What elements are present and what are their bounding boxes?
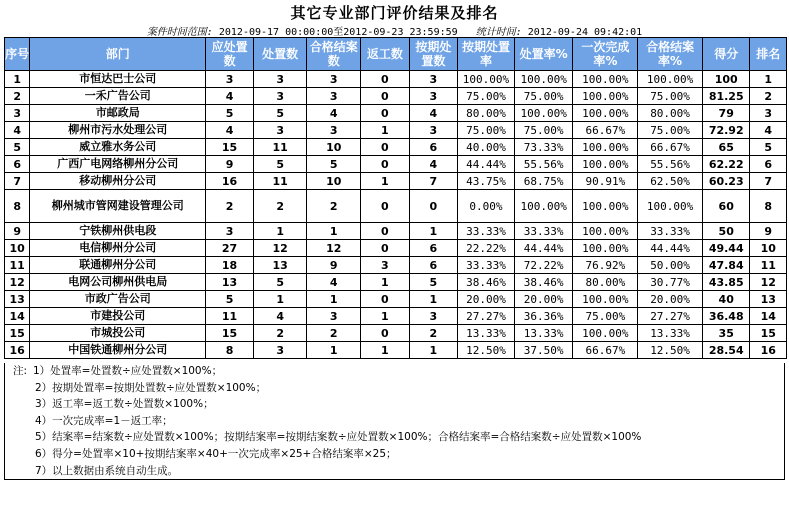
cell-due: 4 (206, 88, 254, 105)
cell-qualified: 2 (307, 190, 361, 223)
table-row (5, 88, 787, 105)
notes-prefix: 注: (13, 365, 28, 377)
stat-time-value: 2012-09-24 09:42:01 (527, 27, 643, 38)
header-handle-rate: 处置率% (514, 38, 573, 71)
cell-rank: 9 (750, 223, 787, 240)
cell-dept: 宁铁柳州供电段 (30, 223, 206, 240)
cell-rework: 1 (361, 308, 410, 325)
cell-handle-rate: 38.46% (514, 274, 573, 291)
cell-due: 2 (206, 190, 254, 223)
table-header-row (5, 38, 787, 71)
table-row (5, 190, 787, 223)
cell-handled: 3 (253, 71, 307, 88)
cell-score: 28.54 (702, 342, 750, 359)
cell-qual-rate: 12.50% (638, 342, 703, 359)
cell-due: 16 (206, 173, 254, 190)
cell-qual-rate: 62.50% (638, 173, 703, 190)
table-row (5, 156, 787, 173)
cell-handled: 2 (253, 325, 307, 342)
cell-qual-rate: 30.77% (638, 274, 703, 291)
cell-no: 16 (5, 342, 30, 359)
cell-ontime: 1 (409, 342, 458, 359)
cell-first-rate: 100.00% (573, 190, 638, 223)
cell-dept: 市政广告公司 (30, 291, 206, 308)
cell-handle-rate: 100.00% (514, 105, 573, 122)
cell-qual-rate: 44.44% (638, 240, 703, 257)
cell-rank: 7 (750, 173, 787, 190)
cell-no: 15 (5, 325, 30, 342)
cell-score: 43.85 (702, 274, 750, 291)
table-row (5, 139, 787, 156)
cell-handled: 3 (253, 122, 307, 139)
cell-dept: 柳州市污水处理公司 (30, 122, 206, 139)
cell-handled: 12 (253, 240, 307, 257)
cell-qualified: 3 (307, 122, 361, 139)
cell-first-rate: 100.00% (573, 88, 638, 105)
report-title: 其它专业部门评价结果及排名 (290, 4, 499, 22)
cell-ontime: 2 (409, 325, 458, 342)
cell-qual-rate: 33.33% (638, 223, 703, 240)
cell-qualified: 10 (307, 173, 361, 190)
cell-first-rate: 90.91% (573, 173, 638, 190)
range-value: 2012-09-17 00:00:00至2012-09-23 23:59:59 (218, 27, 458, 38)
cell-due: 15 (206, 325, 254, 342)
cell-first-rate: 80.00% (573, 274, 638, 291)
cell-handle-rate: 55.56% (514, 156, 573, 173)
cell-rework: 0 (361, 105, 410, 122)
cell-no: 3 (5, 105, 30, 122)
cell-score: 60 (702, 190, 750, 223)
cell-rank: 13 (750, 291, 787, 308)
cell-qualified: 1 (307, 342, 361, 359)
cell-ontime: 7 (409, 173, 458, 190)
cell-handled: 11 (253, 139, 307, 156)
cell-ontime: 6 (409, 257, 458, 274)
cell-ontime-rate: 75.00% (458, 88, 515, 105)
cell-no: 8 (5, 190, 30, 223)
cell-handle-rate: 73.33% (514, 139, 573, 156)
cell-handled: 1 (253, 223, 307, 240)
note-line-2: 2）按期处置率=按期处置数÷应处置数×100%； (35, 381, 267, 394)
table-row (5, 105, 787, 122)
cell-no: 5 (5, 139, 30, 156)
table-row (5, 122, 787, 139)
cell-handled: 4 (253, 308, 307, 325)
cell-score: 72.92 (702, 122, 750, 139)
cell-no: 2 (5, 88, 30, 105)
cell-handled: 3 (253, 88, 307, 105)
cell-due: 5 (206, 105, 254, 122)
cell-dept: 联通柳州分公司 (30, 257, 206, 274)
cell-dept: 中国铁通柳州分公司 (30, 342, 206, 359)
cell-score: 100 (702, 71, 750, 88)
cell-due: 15 (206, 139, 254, 156)
cell-score: 60.23 (702, 173, 750, 190)
cell-handle-rate: 68.75% (514, 173, 573, 190)
cell-rework: 3 (361, 257, 410, 274)
cell-rework: 1 (361, 122, 410, 139)
cell-qual-rate: 20.00% (638, 291, 703, 308)
cell-handle-rate: 44.44% (514, 240, 573, 257)
cell-qual-rate: 75.00% (638, 88, 703, 105)
cell-handle-rate: 13.33% (514, 325, 573, 342)
cell-handled: 2 (253, 190, 307, 223)
cell-first-rate: 75.00% (573, 308, 638, 325)
cell-qual-rate: 27.27% (638, 308, 703, 325)
note-line-3: 3）返工率=返工数÷处置数×100%； (35, 398, 214, 411)
cell-qual-rate: 80.00% (638, 105, 703, 122)
cell-qualified: 3 (307, 71, 361, 88)
cell-due: 5 (206, 291, 254, 308)
cell-no: 14 (5, 308, 30, 325)
cell-handled: 11 (253, 173, 307, 190)
cell-rework: 0 (361, 71, 410, 88)
cell-qualified: 12 (307, 240, 361, 257)
header-first-rate: 一次完成率% (573, 38, 638, 71)
header-due: 应处置数 (206, 38, 254, 71)
cell-qual-rate: 13.33% (638, 325, 703, 342)
cell-ontime-rate: 44.44% (458, 156, 515, 173)
cell-dept: 市城投公司 (30, 325, 206, 342)
cell-qual-rate: 66.67% (638, 139, 703, 156)
cell-due: 27 (206, 240, 254, 257)
note-line-7: 7）以上数据由系统自动生成。 (35, 464, 179, 477)
cell-ontime-rate: 80.00% (458, 105, 515, 122)
header-qualified: 合格结案数 (307, 38, 361, 71)
cell-rank: 5 (750, 139, 787, 156)
cell-first-rate: 100.00% (573, 139, 638, 156)
header-rework: 返工数 (361, 38, 410, 71)
cell-handle-rate: 37.50% (514, 342, 573, 359)
cell-ontime: 6 (409, 240, 458, 257)
cell-due: 11 (206, 308, 254, 325)
header-handled: 处置数 (253, 38, 307, 71)
table-row (5, 274, 787, 291)
cell-ontime-rate: 20.00% (458, 291, 515, 308)
cell-qualified: 5 (307, 156, 361, 173)
cell-rank: 4 (750, 122, 787, 139)
cell-no: 13 (5, 291, 30, 308)
cell-handled: 1 (253, 291, 307, 308)
header-dept: 部门 (30, 38, 206, 71)
cell-ontime-rate: 40.00% (458, 139, 515, 156)
cell-rework: 0 (361, 156, 410, 173)
note-line-4: 4）一次完成率=1－返工率； (35, 414, 173, 427)
cell-dept: 市恒达巴士公司 (30, 71, 206, 88)
note-text: 1）处置率=处置数÷应处置数×100%； (33, 365, 223, 377)
cell-score: 65 (702, 139, 750, 156)
cell-score: 40 (702, 291, 750, 308)
cell-ontime-rate: 33.33% (458, 257, 515, 274)
cell-ontime: 4 (409, 156, 458, 173)
cell-due: 8 (206, 342, 254, 359)
cell-first-rate: 100.00% (573, 325, 638, 342)
cell-handle-rate: 75.00% (514, 122, 573, 139)
cell-rank: 1 (750, 71, 787, 88)
cell-rank: 8 (750, 190, 787, 223)
cell-dept: 市建投公司 (30, 308, 206, 325)
cell-handled: 5 (253, 105, 307, 122)
note-line-6: 6）得分=处置率×10+按期结案率×40+一次完成率×25+合格结案率×25； (35, 447, 397, 460)
cell-ontime: 0 (409, 190, 458, 223)
header-ontime: 按期处置数 (409, 38, 458, 71)
cell-due: 9 (206, 156, 254, 173)
cell-handle-rate: 20.00% (514, 291, 573, 308)
cell-no: 6 (5, 156, 30, 173)
ranking-table (4, 37, 787, 359)
cell-qualified: 4 (307, 105, 361, 122)
cell-rank: 15 (750, 325, 787, 342)
cell-handle-rate: 100.00% (514, 71, 573, 88)
cell-qualified: 2 (307, 325, 361, 342)
cell-qual-rate: 100.00% (638, 190, 703, 223)
cell-dept: 市邮政局 (30, 105, 206, 122)
cell-dept: 电信柳州分公司 (30, 240, 206, 257)
cell-ontime-rate: 27.27% (458, 308, 515, 325)
cell-score: 79 (702, 105, 750, 122)
notes-box (4, 363, 785, 480)
cell-no: 11 (5, 257, 30, 274)
cell-qual-rate: 100.00% (638, 71, 703, 88)
cell-ontime: 3 (409, 71, 458, 88)
cell-score: 81.25 (702, 88, 750, 105)
cell-rework: 1 (361, 173, 410, 190)
range-label: 案件时间范围: (146, 27, 213, 38)
cell-dept: 广西广电网络柳州分公司 (30, 156, 206, 173)
cell-score: 50 (702, 223, 750, 240)
cell-qual-rate: 55.56% (638, 156, 703, 173)
cell-qualified: 3 (307, 88, 361, 105)
cell-dept: 威立雅水务公司 (30, 139, 206, 156)
cell-ontime-rate: 38.46% (458, 274, 515, 291)
cell-score: 35 (702, 325, 750, 342)
cell-due: 13 (206, 274, 254, 291)
table-row (5, 342, 787, 359)
cell-ontime-rate: 100.00% (458, 71, 515, 88)
cell-ontime: 6 (409, 139, 458, 156)
cell-first-rate: 100.00% (573, 71, 638, 88)
cell-score: 47.84 (702, 257, 750, 274)
header-score: 得分 (702, 38, 750, 71)
cell-qualified: 4 (307, 274, 361, 291)
cell-no: 1 (5, 71, 30, 88)
cell-no: 7 (5, 173, 30, 190)
cell-rank: 11 (750, 257, 787, 274)
cell-ontime-rate: 0.00% (458, 190, 515, 223)
cell-no: 10 (5, 240, 30, 257)
table-body (5, 71, 787, 359)
cell-rework: 0 (361, 223, 410, 240)
cell-ontime: 3 (409, 88, 458, 105)
cell-rank: 12 (750, 274, 787, 291)
cell-rework: 0 (361, 325, 410, 342)
cell-rank: 16 (750, 342, 787, 359)
cell-due: 3 (206, 223, 254, 240)
cell-score: 49.44 (702, 240, 750, 257)
cell-handle-rate: 36.36% (514, 308, 573, 325)
cell-rework: 0 (361, 190, 410, 223)
cell-handled: 3 (253, 342, 307, 359)
cell-qualified: 9 (307, 257, 361, 274)
cell-dept: 电网公司柳州供电局 (30, 274, 206, 291)
cell-no: 4 (5, 122, 30, 139)
cell-rank: 10 (750, 240, 787, 257)
cell-handle-rate: 75.00% (514, 88, 573, 105)
cell-qual-rate: 50.00% (638, 257, 703, 274)
cell-ontime-rate: 43.75% (458, 173, 515, 190)
cell-score: 36.48 (702, 308, 750, 325)
cell-due: 18 (206, 257, 254, 274)
table-row (5, 240, 787, 257)
cell-first-rate: 100.00% (573, 156, 638, 173)
cell-ontime-rate: 33.33% (458, 223, 515, 240)
note-line-1 (5, 363, 784, 380)
cell-handle-rate: 72.22% (514, 257, 573, 274)
cell-dept: 一禾广告公司 (30, 88, 206, 105)
cell-qualified: 3 (307, 308, 361, 325)
cell-handle-rate: 33.33% (514, 223, 573, 240)
cell-ontime-rate: 13.33% (458, 325, 515, 342)
cell-ontime: 4 (409, 105, 458, 122)
cell-rework: 1 (361, 274, 410, 291)
table-row (5, 223, 787, 240)
cell-ontime-rate: 12.50% (458, 342, 515, 359)
cell-ontime: 1 (409, 223, 458, 240)
cell-qualified: 1 (307, 223, 361, 240)
cell-no: 12 (5, 274, 30, 291)
cell-ontime: 5 (409, 274, 458, 291)
cell-handle-rate: 100.00% (514, 190, 573, 223)
header-rank: 排名 (750, 38, 787, 71)
cell-first-rate: 66.67% (573, 122, 638, 139)
report-subtitle (0, 23, 789, 38)
cell-first-rate: 76.92% (573, 257, 638, 274)
cell-ontime: 1 (409, 291, 458, 308)
cell-rank: 2 (750, 88, 787, 105)
cell-qual-rate: 75.00% (638, 122, 703, 139)
cell-handled: 5 (253, 156, 307, 173)
table-row (5, 257, 787, 274)
table-row (5, 291, 787, 308)
cell-score: 62.22 (702, 156, 750, 173)
cell-ontime: 3 (409, 122, 458, 139)
cell-first-rate: 100.00% (573, 240, 638, 257)
table-row (5, 325, 787, 342)
note-line-5: 5）结案率=结案数÷应处置数×100%；按期结案率=按期结案数÷应处置数×100%；合格结案率=合格结案数÷应处置数×100% (35, 431, 642, 444)
cell-rework: 0 (361, 88, 410, 105)
cell-rework: 1 (361, 342, 410, 359)
cell-ontime: 3 (409, 308, 458, 325)
cell-first-rate: 100.00% (573, 223, 638, 240)
cell-handled: 5 (253, 274, 307, 291)
cell-rank: 14 (750, 308, 787, 325)
cell-rework: 0 (361, 240, 410, 257)
table-row (5, 308, 787, 325)
cell-rank: 6 (750, 156, 787, 173)
cell-ontime-rate: 75.00% (458, 122, 515, 139)
cell-ontime-rate: 22.22% (458, 240, 515, 257)
header-qual-rate: 合格结案率% (638, 38, 703, 71)
cell-rework: 0 (361, 291, 410, 308)
header-ontime-rate: 按期处置率 (458, 38, 515, 71)
cell-due: 3 (206, 71, 254, 88)
cell-first-rate: 100.00% (573, 291, 638, 308)
stat-time-label: 统计时间: (475, 27, 522, 38)
cell-dept: 柳州城市管网建设管理公司 (30, 190, 206, 223)
cell-rank: 3 (750, 105, 787, 122)
cell-rework: 0 (361, 139, 410, 156)
cell-no: 9 (5, 223, 30, 240)
table-row (5, 71, 787, 88)
cell-first-rate: 66.67% (573, 342, 638, 359)
cell-handled: 13 (253, 257, 307, 274)
cell-due: 4 (206, 122, 254, 139)
cell-first-rate: 100.00% (573, 105, 638, 122)
cell-qualified: 10 (307, 139, 361, 156)
cell-qualified: 1 (307, 291, 361, 308)
header-no: 序号 (5, 38, 30, 71)
cell-dept: 移动柳州分公司 (30, 173, 206, 190)
table-row (5, 173, 787, 190)
